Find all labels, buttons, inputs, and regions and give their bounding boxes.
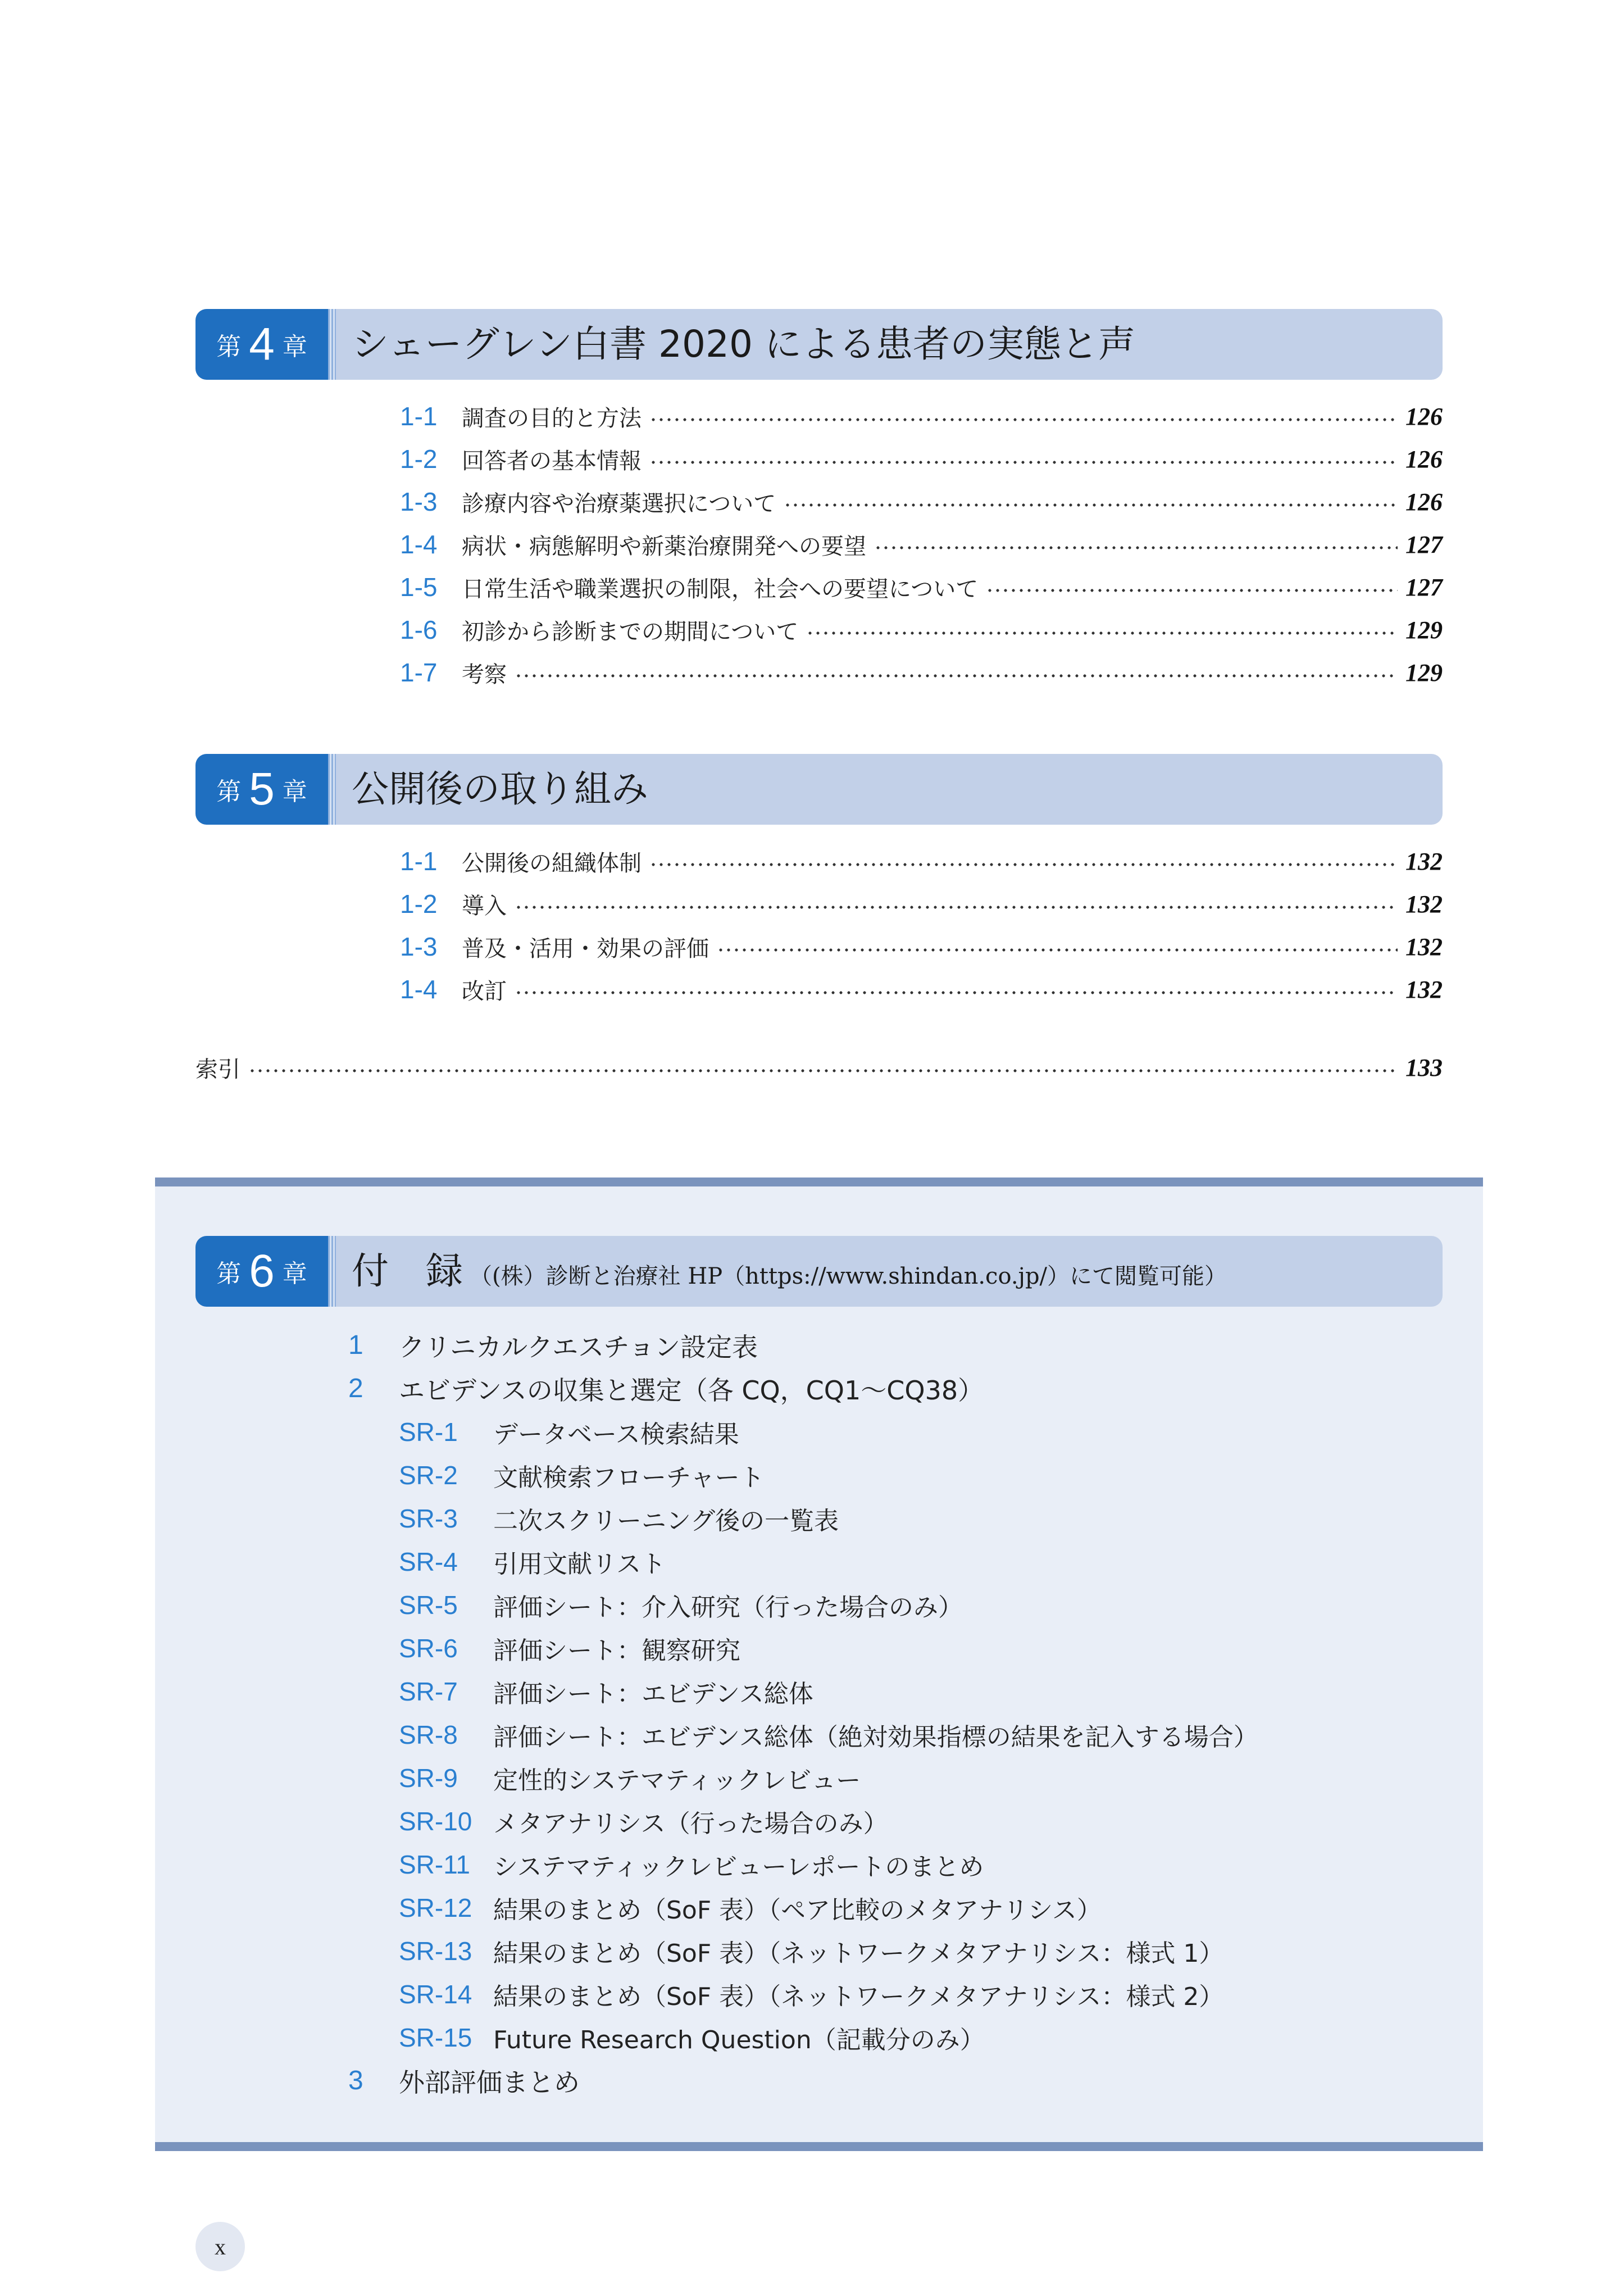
sr-item-label: 定性的システマティックレビュー (493, 1766, 861, 1795)
appendix-item-label: エビデンスの収集と選定（各 CQ，CQ1〜CQ38） (399, 1375, 984, 1406)
toc-entry[interactable] (400, 883, 1443, 925)
chapter-title: シェーグレン白書 2020 による患者の実態と声 (352, 322, 1135, 366)
index-page: 133 (1405, 1053, 1443, 1081)
sr-item[interactable] (348, 1929, 1416, 1972)
toc-entry-number: 1-4 (400, 975, 438, 1004)
toc-entry-number: 1-2 (400, 889, 438, 919)
toc-entry-label: 回答者の基本情報 (462, 448, 642, 474)
sr-item-number: SR-6 (399, 1633, 458, 1663)
sr-item-number: SR-7 (399, 1676, 458, 1706)
sr-item[interactable] (348, 1713, 1416, 1756)
chapter-4-toc (400, 395, 1443, 694)
sr-item-number: SR-15 (399, 2022, 472, 2052)
sr-item-number: SR-11 (399, 1849, 470, 1879)
chapter-number: 5 (249, 763, 275, 815)
sr-item-number: SR-1 (399, 1417, 458, 1447)
appendix-item[interactable] (348, 1367, 1416, 1410)
sr-item-label: 結果のまとめ（SoF 表）（ネットワークメタアナリシス：様式 2） (493, 1982, 1224, 2011)
sr-item[interactable] (348, 1410, 1416, 1453)
toc-entry-number: 1-5 (400, 572, 438, 602)
toc-entry-number: 1-6 (400, 615, 438, 644)
appendix-subtitle: （(株）診断と治療社 HP（https://www.shindan.co.jp/）にて閲覧可能） (470, 1263, 1227, 1289)
chapter-prefix: 第 (216, 1260, 242, 1288)
sr-item-number: SR-9 (399, 1763, 458, 1793)
toc-entry-page: 126 (1405, 488, 1443, 516)
toc-entry-label: 診療内容や治療薬選択について (462, 490, 776, 517)
chapter-suffix: 章 (282, 1260, 307, 1288)
sr-item-label: 評価シート：エビデンス総体 (493, 1679, 813, 1708)
sr-item-number: SR-4 (399, 1547, 458, 1576)
sr-item[interactable] (348, 1843, 1416, 1886)
sr-item-number: SR-13 (399, 1936, 472, 1966)
badge-stripe (328, 754, 336, 825)
appendix-item-label: 外部評価まとめ (399, 2067, 580, 2098)
toc-entry[interactable] (400, 523, 1443, 566)
appendix-item-number: 3 (348, 2066, 363, 2095)
sr-item-label: 二次スクリーニング後の一覧表 (493, 1506, 839, 1535)
sr-item-number: SR-10 (399, 1806, 472, 1836)
sr-item[interactable] (348, 1497, 1416, 1540)
chapter-badge (195, 309, 328, 380)
toc-entry-number: 1-1 (400, 402, 438, 431)
chapter-number: 4 (249, 319, 275, 370)
toc-entry-label: 導入 (462, 893, 507, 919)
dot-leader (649, 863, 1398, 866)
sr-item-label: 引用文献リスト (493, 1549, 666, 1579)
toc-entry-number: 1-3 (400, 487, 438, 516)
sr-item[interactable] (348, 1972, 1416, 2016)
appendix-list (348, 1324, 1416, 2102)
appendix-item[interactable] (348, 1324, 1416, 1367)
dot-leader (717, 948, 1398, 952)
toc-entry[interactable] (400, 395, 1443, 438)
sr-item-number: SR-12 (399, 1893, 472, 1922)
sr-item-label: 結果のまとめ（SoF 表）（ペア比較のメタアナリシス） (493, 1895, 1102, 1925)
toc-entry[interactable] (400, 840, 1443, 883)
chapter-5-toc (400, 840, 1443, 1011)
sr-item-label: 文献検索フローチャート (493, 1463, 765, 1492)
chapter-prefix: 第 (216, 778, 242, 806)
toc-entry-page: 127 (1405, 573, 1443, 601)
toc-entry[interactable] (400, 925, 1443, 968)
chapter-badge (195, 1236, 328, 1307)
sr-item-label: システマティックレビューレポートのまとめ (493, 1852, 984, 1881)
toc-entry-page: 129 (1405, 658, 1443, 686)
sr-item[interactable] (348, 1670, 1416, 1713)
toc-entry-label: 公開後の組織体制 (462, 850, 642, 876)
sr-item[interactable] (348, 1756, 1416, 1799)
sr-item-number: SR-14 (399, 1979, 472, 2009)
toc-entry-number: 1-3 (400, 932, 438, 961)
page-number: x (195, 2222, 245, 2271)
chapter-title (352, 1236, 1227, 1307)
dot-leader (515, 991, 1398, 994)
dot-leader (806, 631, 1398, 635)
dot-leader (874, 546, 1398, 549)
toc-entry-label: 日常生活や職業選択の制限，社会への要望について (462, 576, 979, 602)
sr-item-number: SR-5 (399, 1590, 458, 1620)
sr-item[interactable] (348, 1886, 1416, 1929)
sr-item-number: SR-2 (399, 1460, 458, 1490)
appendix-title: 付 録 (352, 1249, 463, 1293)
chapter-suffix: 章 (282, 778, 307, 806)
toc-entry[interactable] (400, 566, 1443, 608)
sr-item[interactable] (348, 1540, 1416, 1583)
toc-entry-page: 127 (1405, 530, 1443, 558)
sr-item-label: 評価シート：観察研究 (493, 1636, 740, 1665)
sr-item[interactable] (348, 1626, 1416, 1670)
sr-item-label: 評価シート：介入研究（行った場合のみ） (493, 1593, 963, 1622)
appendix-item-number: 1 (348, 1330, 363, 1360)
badge-stripe (328, 1236, 336, 1307)
chapter-4-header (195, 309, 1443, 380)
bottom-rule (155, 2142, 1483, 2151)
sr-item[interactable] (348, 1799, 1416, 1843)
sr-item[interactable] (348, 1583, 1416, 1626)
toc-entry-number: 1-2 (400, 444, 438, 474)
dot-leader (649, 461, 1398, 464)
chapter-6-header (195, 1236, 1443, 1307)
toc-entry-number: 1-7 (400, 658, 438, 687)
toc-entry-label: 初診から診断までの期間について (462, 619, 799, 645)
toc-entry-number: 1-1 (400, 847, 438, 876)
toc-entry-page: 132 (1405, 933, 1443, 961)
toc-entry-label: 考察 (462, 661, 507, 688)
chapter-suffix: 章 (282, 333, 307, 361)
chapter-5-header (195, 754, 1443, 825)
toc-entry[interactable] (400, 651, 1443, 694)
appendix-item-label: クリニカルクエスチョン設定表 (399, 1331, 758, 1362)
sr-item-number: SR-3 (399, 1503, 458, 1533)
toc-entry-label: 普及・活用・効果の評価 (462, 935, 709, 962)
toc-entry[interactable] (400, 968, 1443, 1011)
index-label: 索引 (195, 1056, 240, 1083)
dot-leader (515, 906, 1398, 909)
toc-entry[interactable] (400, 480, 1443, 523)
sr-item-label: 結果のまとめ（SoF 表）（ネットワークメタアナリシス：様式 1） (493, 1939, 1224, 1968)
top-rule (155, 1177, 1483, 1186)
index-entry[interactable] (195, 1046, 1443, 1089)
dot-leader (248, 1069, 1398, 1072)
sr-item-label: 評価シート：エビデンス総体（絶対効果指標の結果を記入する場合） (493, 1722, 1258, 1752)
toc-entry-label: 病状・病態解明や新薬治療開発への要望 (462, 533, 866, 560)
badge-stripe (328, 309, 336, 380)
sr-item-label: メタアナリシス（行った場合のみ） (493, 1809, 888, 1838)
chapter-title: 公開後の取り組み (352, 767, 648, 811)
appendix-item[interactable] (348, 2059, 1416, 2102)
sr-item[interactable] (348, 2016, 1416, 2059)
toc-entry-number: 1-4 (400, 530, 438, 559)
chapter-badge (195, 754, 328, 825)
toc-entry-label: 調査の目的と方法 (462, 405, 642, 431)
toc-entry[interactable] (400, 608, 1443, 651)
toc-entry[interactable] (400, 438, 1443, 480)
toc-entry-page: 132 (1405, 975, 1443, 1003)
toc-entry-page: 126 (1405, 402, 1443, 430)
dot-leader (784, 503, 1398, 507)
sr-item-label: データベース検索結果 (493, 1420, 739, 1449)
dot-leader (649, 418, 1398, 421)
chapter-number: 6 (249, 1245, 275, 1297)
dot-leader (515, 674, 1398, 678)
toc-entry-label: 改訂 (462, 978, 507, 1004)
sr-item-label: Future Research Question（記載分のみ） (493, 2025, 985, 2054)
toc-entry-page: 126 (1405, 445, 1443, 473)
toc-entry-page: 132 (1405, 890, 1443, 918)
sr-item-number: SR-8 (399, 1720, 458, 1749)
dot-leader (986, 589, 1398, 592)
toc-entry-page: 129 (1405, 616, 1443, 644)
chapter-prefix: 第 (216, 333, 242, 361)
sr-item[interactable] (348, 1453, 1416, 1497)
appendix-item-number: 2 (348, 1374, 363, 1403)
toc-entry-page: 132 (1405, 847, 1443, 875)
